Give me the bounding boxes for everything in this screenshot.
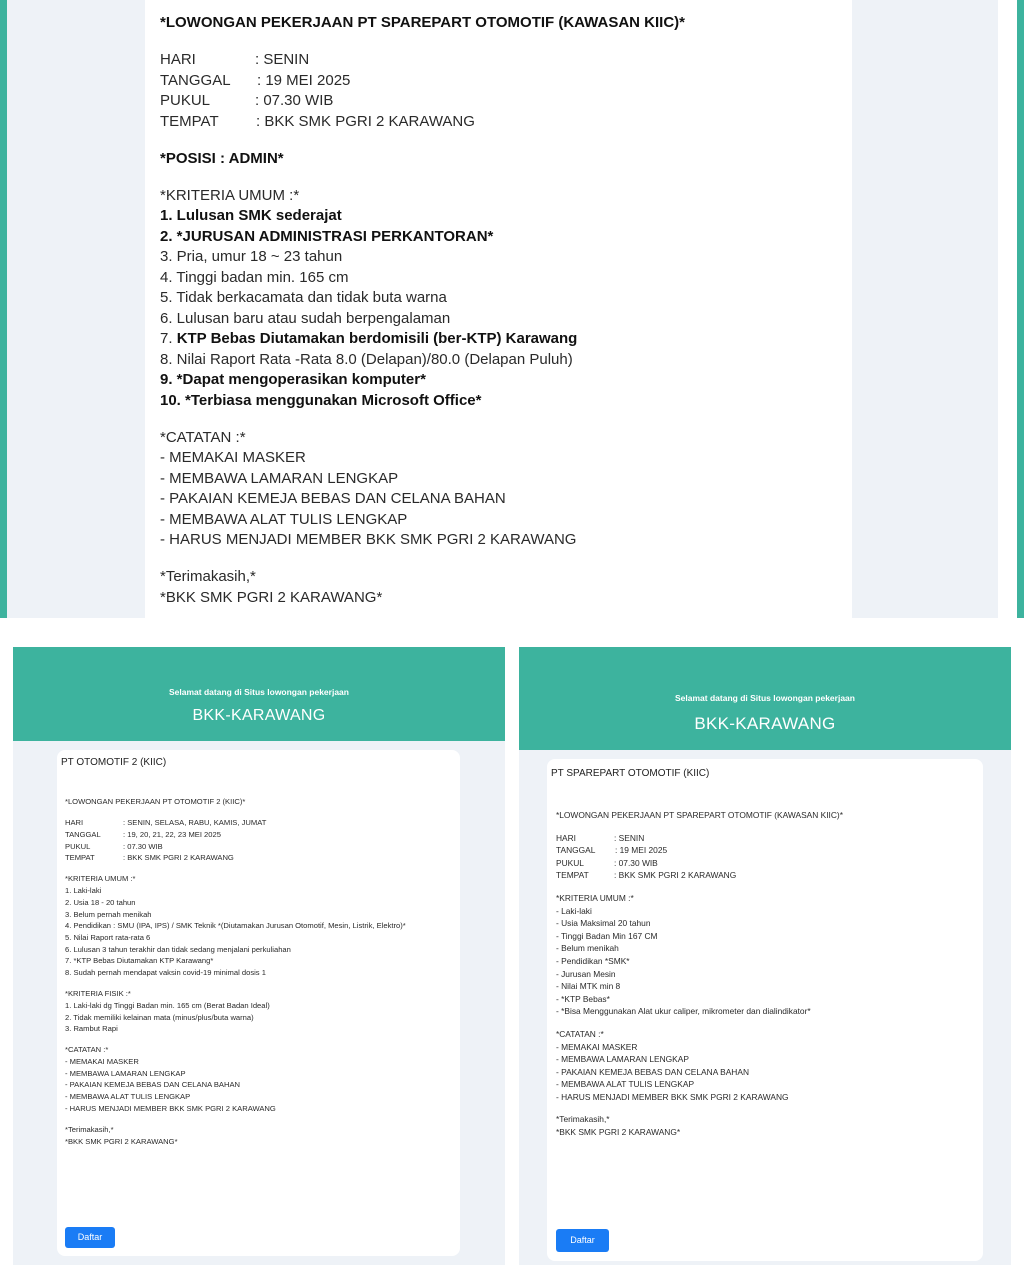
note-item: - MEMBAWA LAMARAN LENGKAP [65, 1068, 186, 1078]
daftar-button[interactable]: Daftar [556, 1229, 609, 1252]
note-item: - HARUS MENJADI MEMBER BKK SMK PGRI 2 KARAWANG [160, 531, 577, 548]
criteria-item: 7. *KTP Bebas Diutamakan KTP Karawang* [65, 956, 214, 966]
criteria-item: - Laki-laki [556, 905, 592, 916]
criteria-item: 3. Belum pernah menikah [65, 909, 152, 919]
info-value: : 19 MEI 2025 [615, 845, 668, 856]
note-item: - HARUS MENJADI MEMBER BKK SMK PGRI 2 KARAWANG [556, 1091, 789, 1102]
criteria-item: 2. *JURUSAN ADMINISTRASI PERKANTORAN* [160, 227, 494, 245]
right-job-page [519, 647, 1011, 1265]
note-item: - MEMAKAI MASKER [556, 1041, 638, 1052]
company-name: PT SPAREPART OTOMOTIF (KIIC) [551, 768, 710, 779]
info-key: PUKUL [160, 92, 211, 109]
info-key: PUKUL [65, 841, 91, 851]
notes-heading: *CATATAN :* [65, 1045, 109, 1055]
info-value: : SENIN, SELASA, RABU, KAMIS, JUMAT [123, 818, 267, 828]
daftar-button[interactable]: Daftar [65, 1227, 115, 1248]
closing-line: *Terimakasih,* [556, 1114, 610, 1125]
note-item: - MEMBAWA ALAT TULIS LENGKAP [556, 1079, 695, 1090]
physical-criteria-item: 1. Laki-laki dg Tinggi Badan min. 165 cm (Berat Badan Ideal) [65, 1000, 270, 1010]
criteria-item: 6. Lulusan baru atau sudah berpengalaman [160, 309, 451, 327]
note-item: - PAKAIAN KEMEJA BEBAS DAN CELANA BAHAN [160, 490, 506, 507]
closing-line: *BKK SMK PGRI 2 KARAWANG* [160, 588, 383, 606]
left-accent-bar [0, 0, 7, 618]
job-card [57, 750, 460, 1256]
info-key: TANGGAL [160, 71, 231, 89]
notes-heading: *CATATAN :* [556, 1028, 604, 1039]
criteria-item: 7. KTP Bebas Diutamakan berdomisili (ber-KTP) Karawang [160, 330, 578, 347]
info-key: TANGGAL [556, 845, 596, 856]
info-value: : SENIN [614, 832, 645, 843]
info-value: : 07.30 WIB [123, 841, 163, 851]
info-key: PUKUL [556, 857, 584, 868]
closing-line: *BKK SMK PGRI 2 KARAWANG* [556, 1127, 681, 1138]
info-key: HARI [556, 832, 577, 843]
physical-criteria-item: 2. Tidak memiliki kelainan mata (minus/plus/buta warna) [65, 1012, 254, 1022]
site-header [13, 647, 505, 741]
info-value: : 07.30 WIB [614, 857, 658, 868]
info-key: TEMPAT [65, 853, 95, 863]
info-value: : BKK SMK PGRI 2 KARAWANG [123, 853, 234, 863]
notes-heading: *CATATAN :* [160, 428, 246, 446]
job-card [547, 759, 983, 1261]
left-job-page [13, 647, 505, 1265]
job-title: *LOWONGAN PEKERJAAN PT SPAREPART OTOMOTIF (KAWASAN KIIC)* [556, 810, 843, 820]
closing-line: *Terimakasih,* [160, 568, 256, 585]
criteria-item: 4. Pendidikan : SMU (IPA, IPS) / SMK Teknik *(Diutamakan Jurusan Otomotif, Mesin, Listrik, Elektro)* [65, 921, 406, 931]
criteria-item: 4. Tinggi badan min. 165 cm [160, 268, 349, 286]
info-value: : BKK SMK PGRI 2 KARAWANG [614, 870, 737, 881]
criteria-item: - Pendidikan *SMK* [556, 955, 630, 966]
criteria-item: 5. Nilai Raport rata-rata 6 [65, 932, 151, 942]
note-item: - MEMAKAI MASKER [65, 1057, 139, 1067]
info-key: HARI [160, 51, 196, 68]
criteria-item: - *Bisa Menggunakan Alat ukur caliper, mikrometer dan dialindikator* [556, 1006, 811, 1017]
job-post-message [145, 0, 852, 618]
info-value: : 19, 20, 21, 22, 23 MEI 2025 [123, 829, 221, 839]
physical-criteria-item: 3. Rambut Rapi [65, 1024, 118, 1034]
info-key: TANGGAL [65, 829, 101, 839]
criteria-item: - *KTP Bebas* [556, 993, 610, 1004]
closing-line: *BKK SMK PGRI 2 KARAWANG* [65, 1136, 178, 1146]
criteria-item: 1. Laki-laki [65, 886, 102, 896]
note-item: - PAKAIAN KEMEJA BEBAS DAN CELANA BAHAN [556, 1066, 749, 1077]
criteria-item: - Belum menikah [556, 943, 619, 954]
note-item: - HARUS MENJADI MEMBER BKK SMK PGRI 2 KARAWANG [65, 1103, 276, 1113]
info-value: : 19 MEI 2025 [257, 71, 351, 89]
criteria-heading: *KRITERIA UMUM :* [65, 874, 136, 884]
closing-line: *Terimakasih,* [65, 1125, 114, 1134]
criteria-item: 3. Pria, umur 18 ~ 23 tahun [160, 248, 343, 265]
criteria-item: - Tinggi Badan Min 167 CM [556, 930, 658, 941]
note-item: - MEMBAWA ALAT TULIS LENGKAP [65, 1092, 191, 1102]
criteria-heading: *KRITERIA UMUM :* [556, 892, 634, 903]
company-name: PT OTOMOTIF 2 (KIIC) [61, 757, 167, 768]
criteria-item: - Nilai MTK min 8 [556, 981, 621, 992]
job-title: *LOWONGAN PEKERJAAN PT SPAREPART OTOMOTIF (KAWASAN KIIC)* [160, 14, 686, 31]
criteria-heading: *KRITERIA UMUM :* [160, 186, 300, 204]
criteria-item: - Jurusan Mesin [556, 968, 616, 979]
criteria-item: 2. Usia 18 - 20 tahun [65, 897, 136, 907]
criteria-item: 5. Tidak berkacamata dan tidak buta warna [160, 289, 447, 306]
info-key: TEMPAT [160, 112, 219, 130]
note-item: - MEMBAWA LAMARAN LENGKAP [160, 469, 399, 487]
criteria-item: 8. Nilai Raport Rata -Rata 8.0 (Delapan)/80.0 (Delapan Puluh) [160, 350, 573, 368]
note-item: - MEMBAWA ALAT TULIS LENGKAP [160, 510, 408, 528]
info-value: : SENIN [255, 51, 310, 68]
criteria-item: - Usia Maksimal 20 tahun [556, 918, 651, 929]
welcome-text: Selamat datang di Situs lowongan pekerjaan [169, 687, 349, 697]
site-title: BKK-KARAWANG [192, 707, 326, 724]
info-key: TEMPAT [556, 870, 589, 881]
criteria-item: 9. *Dapat mengoperasikan komputer* [160, 371, 426, 388]
site-header [519, 647, 1011, 750]
criteria-item: 8. Sudah pernah mendapat vaksin covid-19 minimal dosis 1 [65, 967, 266, 977]
physical-criteria-heading: *KRITERIA FISIK :* [65, 989, 131, 999]
top-job-post-panel [0, 0, 998, 618]
info-key: HARI [65, 818, 84, 828]
position-heading: *POSISI : ADMIN* [160, 149, 284, 167]
job-title: *LOWONGAN PEKERJAAN PT OTOMOTIF 2 (KIIC)* [65, 797, 246, 806]
criteria-item: 1. Lulusan SMK sederajat [160, 207, 342, 224]
info-table [160, 50, 685, 132]
criteria-item: 10. *Terbiasa menggunakan Microsoft Office* [160, 391, 482, 409]
info-value: : BKK SMK PGRI 2 KARAWANG [256, 112, 475, 130]
welcome-text: Selamat datang di Situs lowongan pekerjaan [675, 693, 855, 703]
site-title: BKK-KARAWANG [694, 714, 836, 733]
note-item: - MEMAKAI MASKER [160, 449, 306, 466]
criteria-item: 6. Lulusan 3 tahun terakhir dan tidak sedang menjalani perkuliahan [65, 944, 291, 954]
note-item: - PAKAIAN KEMEJA BEBAS DAN CELANA BAHAN [65, 1080, 240, 1090]
note-item: - MEMBAWA LAMARAN LENGKAP [556, 1054, 689, 1065]
info-value: : 07.30 WIB [255, 92, 334, 109]
